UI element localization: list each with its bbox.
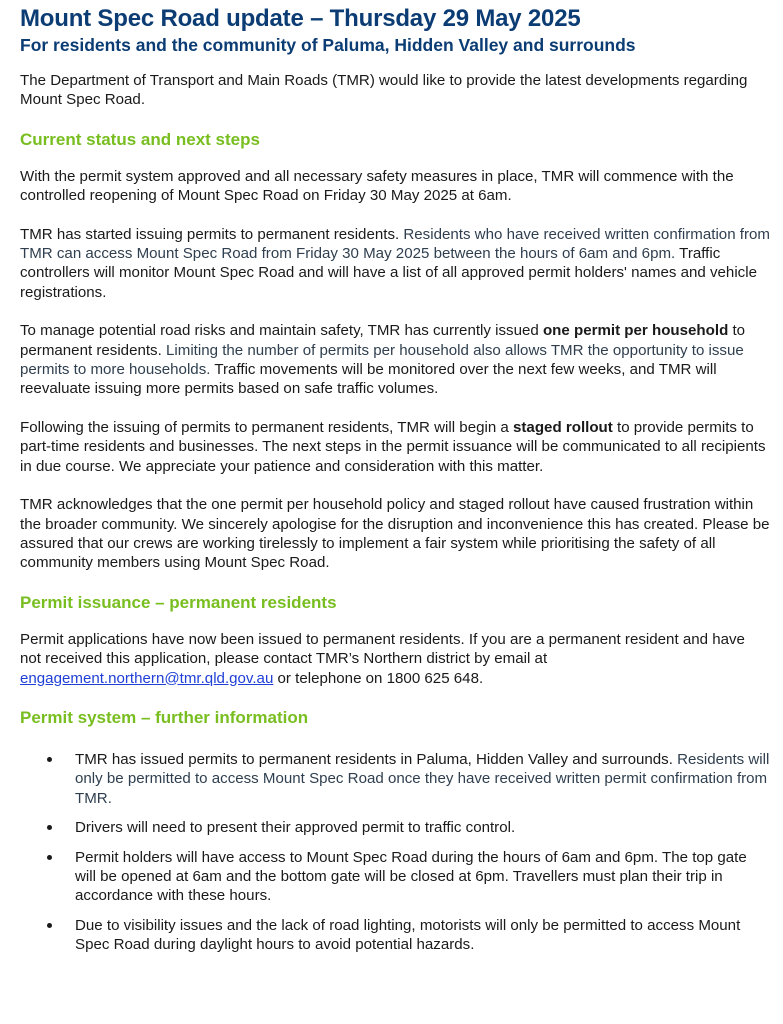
bullet-icon bbox=[47, 923, 52, 928]
status-p3-part-d: Traffic movements will be monitored over the next few weeks, and TMR will reevaluate issuing more permits based on safe traffic volumes. bbox=[20, 361, 717, 398]
permit-system-list bbox=[20, 750, 770, 955]
status-p4-bold: staged rollout bbox=[513, 418, 613, 436]
status-paragraph-4 bbox=[20, 418, 770, 476]
document-page bbox=[20, 0, 770, 955]
page-subtitle: For residents and the community of Paluma, Hidden Valley and surrounds bbox=[20, 35, 636, 55]
status-paragraph-3 bbox=[20, 321, 770, 399]
status-paragraph-2 bbox=[20, 225, 770, 303]
status-p2-part-c: Traffic controllers will monitor Mount Spec Road and will have a list of all approved permit holders' names and vehicle registrations. bbox=[20, 245, 757, 301]
status-paragraph-1: With the permit system approved and all necessary safety measures in place, TMR will commence with the controlled reopening of Mount Spec Road on Friday 30 May 2025 at 6am. bbox=[20, 167, 734, 205]
status-p4-part-a: Following the issuing of permits to permanent residents, TMR will begin a bbox=[20, 418, 514, 436]
heading-current-status: Current status and next steps bbox=[20, 129, 260, 149]
list-item-text-b: Residents will only be permitted to access Mount Spec Road once they have received written permit confirmation from TMR. bbox=[75, 750, 770, 807]
bullet-icon bbox=[47, 855, 52, 860]
heading-permit-system: Permit system – further information bbox=[20, 707, 309, 727]
email-link[interactable]: engagement.northern@tmr.qld.gov.au bbox=[20, 669, 274, 687]
bullet-icon bbox=[47, 757, 52, 762]
status-p3-part-c: Limiting the number of permits per household also allows TMR the opportunity to issue permits to more households. bbox=[20, 341, 744, 379]
issuance-part-b: or telephone on 1800 625 648. bbox=[273, 669, 484, 687]
list-item bbox=[20, 818, 770, 837]
status-paragraph-5: TMR acknowledges that the one permit per household policy and staged rollout have caused frustration within the broader community. We sincerely apologise for the disruption and inconvenience this has created. Please be assured that our crews are working tirelessly to implement a fair system while prioritising the safety of all community members using Mount Spec Road. bbox=[20, 496, 770, 572]
intro-paragraph: The Department of Transport and Main Roads (TMR) would like to provide the latest developments regarding Mount Spec Road. bbox=[20, 72, 748, 109]
status-p3-part-b: to permanent residents. bbox=[20, 322, 746, 359]
heading-permit-issuance: Permit issuance – permanent residents bbox=[20, 592, 337, 612]
list-item bbox=[20, 750, 770, 808]
page-title: Mount Spec Road update – Thursday 29 May 2025 bbox=[20, 5, 581, 32]
issuance-part-a: Permit applications have now been issued to permanent residents. If you are a permanent resident and have not received this application, please contact TMR’s Northern district by email at bbox=[20, 630, 745, 668]
list-item bbox=[20, 916, 770, 955]
issuance-paragraph bbox=[20, 630, 770, 688]
list-item bbox=[20, 848, 770, 906]
list-item-text-a: Due to visibility issues and the lack of road lighting, motorists will only be permitted to access Mount Spec Road during daylight hours to avoid potential hazards. bbox=[75, 916, 741, 954]
status-p3-part-a: To manage potential road risks and maintain safety, TMR has currently issued bbox=[20, 322, 543, 340]
bullet-icon bbox=[47, 825, 52, 830]
list-item-text-a: TMR has issued permits to permanent residents in Paluma, Hidden Valley and surrounds. bbox=[75, 750, 673, 768]
status-p2-part-b: Residents who have received written confirmation from TMR can access Mount Spec Road from Friday 30 May 2025 between the hours of 6am and 6pm. bbox=[20, 225, 770, 263]
list-item-text-a: Drivers will need to present their approved permit to traffic control. bbox=[75, 819, 516, 837]
list-item-text-a: Permit holders will have access to Mount Spec Road during the hours of 6am and 6pm. The top gate will be opened at 6am and the bottom gate will be closed at 6pm. Travellers must plan their trip in accordance with these hours. bbox=[75, 848, 747, 905]
status-p3-bold: one permit per household bbox=[542, 322, 729, 340]
status-p4-part-b: to provide permits to part-time residents and businesses. The next steps in the permit issuance will be communicated to all recipients in due course. We appreciate your patience and consideration with this matter. bbox=[20, 418, 766, 475]
status-p2-part-a: TMR has started issuing permits to permanent residents. bbox=[20, 225, 404, 243]
